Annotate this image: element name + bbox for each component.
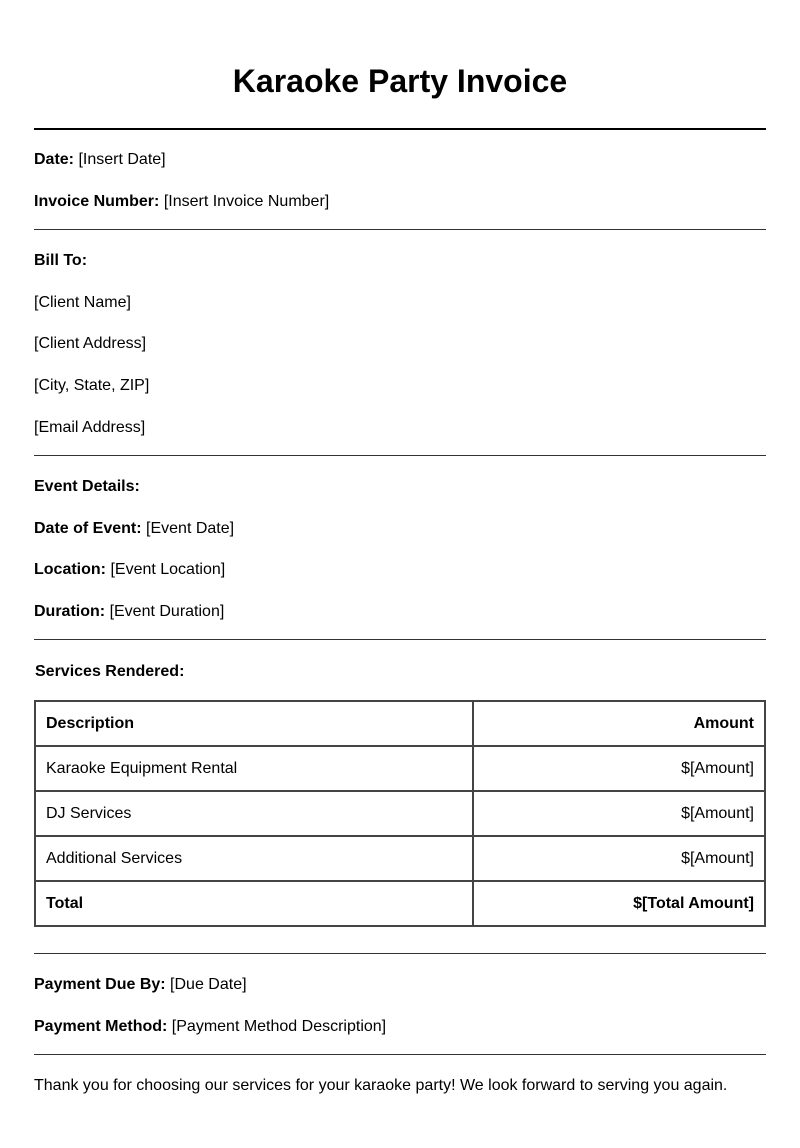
event-location-value: [Event Location] bbox=[110, 561, 226, 578]
table-row bbox=[35, 791, 765, 836]
divider bbox=[34, 229, 766, 230]
event-duration-label: Duration: bbox=[34, 603, 106, 620]
event-duration-value: [Event Duration] bbox=[109, 603, 225, 620]
services-heading bbox=[35, 662, 184, 682]
event-date-line bbox=[34, 519, 234, 539]
service-amount: $[Amount] bbox=[473, 836, 765, 881]
service-amount: $[Amount] bbox=[473, 746, 765, 791]
service-description: DJ Services bbox=[35, 791, 473, 836]
bill-to-heading bbox=[34, 251, 87, 271]
divider bbox=[34, 455, 766, 456]
services-table bbox=[34, 700, 766, 927]
divider bbox=[34, 639, 766, 640]
client-name: [Client Name] bbox=[34, 294, 131, 311]
thank-you-note: Thank you for choosing our services for your karaoke party! We look forward to serving you again. bbox=[34, 1077, 728, 1094]
divider bbox=[34, 953, 766, 954]
service-description: Karaoke Equipment Rental bbox=[35, 746, 473, 791]
client-city-state-zip: [City, State, ZIP] bbox=[34, 377, 150, 394]
client-address: [Client Address] bbox=[34, 335, 147, 352]
payment-method-label: Payment Method: bbox=[34, 1018, 168, 1035]
event-duration-line bbox=[34, 602, 224, 622]
event-location-line bbox=[34, 560, 225, 580]
table-row bbox=[35, 836, 765, 881]
date-value: [Insert Date] bbox=[78, 151, 166, 168]
table-row bbox=[35, 746, 765, 791]
event-date-value: [Event Date] bbox=[146, 520, 235, 537]
event-location-label: Location: bbox=[34, 561, 106, 578]
service-description: Additional Services bbox=[35, 836, 473, 881]
table-total-row bbox=[35, 881, 765, 926]
services-label: Services Rendered: bbox=[35, 663, 185, 680]
event-date-label: Date of Event: bbox=[34, 520, 142, 537]
event-details-heading bbox=[34, 477, 140, 497]
invoice-number-line bbox=[34, 192, 329, 212]
date-line bbox=[34, 150, 166, 170]
event-details-label: Event Details: bbox=[34, 478, 140, 495]
invoice-number-value: [Insert Invoice Number] bbox=[163, 193, 330, 210]
payment-method-line bbox=[34, 1017, 386, 1037]
total-label: Total bbox=[35, 881, 473, 926]
total-amount: $[Total Amount] bbox=[473, 881, 765, 926]
date-label: Date: bbox=[34, 151, 75, 168]
column-header-amount: Amount bbox=[473, 701, 765, 746]
table-header-row bbox=[35, 701, 765, 746]
divider bbox=[34, 128, 766, 130]
payment-due-label: Payment Due By: bbox=[34, 976, 166, 993]
invoice-number-label: Invoice Number: bbox=[34, 193, 160, 210]
client-email: [Email Address] bbox=[34, 419, 146, 436]
page-title: Karaoke Party Invoice bbox=[232, 63, 568, 99]
bill-to-label: Bill To: bbox=[34, 252, 88, 269]
column-header-description: Description bbox=[35, 701, 473, 746]
divider bbox=[34, 1054, 766, 1055]
payment-due-value: [Due Date] bbox=[170, 976, 247, 993]
payment-method-value: [Payment Method Description] bbox=[171, 1018, 387, 1035]
payment-due-line bbox=[34, 975, 247, 995]
service-amount: $[Amount] bbox=[473, 791, 765, 836]
